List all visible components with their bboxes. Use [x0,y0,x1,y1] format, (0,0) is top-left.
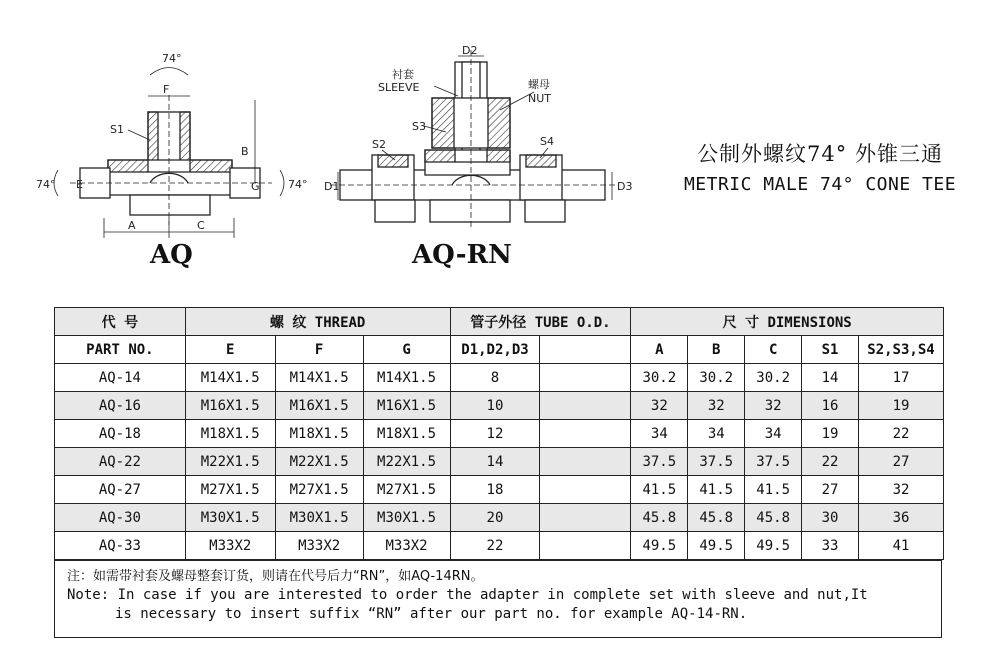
note-en-1: Note: In case if you are interested to order the adapter in complete set with sleeve and nut,It [67,587,868,603]
header-dims: 尺 寸 DIMENSIONS [631,308,944,336]
table-cell: M33X2 [275,532,363,560]
table-body [55,364,944,560]
aq-angle-left: 74° [36,178,56,191]
table-cell [540,420,631,448]
table-cell: 10 [450,392,540,420]
table-cell [540,476,631,504]
table-cell: M22X1.5 [363,448,450,476]
table-cell: 32 [858,476,943,504]
table-cell: 18 [450,476,540,504]
table-cell [540,504,631,532]
aq-label-b: B [241,145,249,158]
table-cell: 45.8 [745,504,802,532]
table-cell: 19 [802,420,859,448]
note-en-2: is necessary to insert suffix “RN” after our part no. for example AQ-14-RN. [115,606,748,622]
table-cell: 22 [450,532,540,560]
note-cn: 注：如需带衬套及螺母整套订货，则请在代号后力“RN”，如AQ-14RN。 [67,569,484,584]
aq-rn-sleeve-en: SLEEVE [378,81,420,94]
spec-table [54,307,944,560]
table-cell: 49.5 [745,532,802,560]
table-cell: M22X1.5 [185,448,275,476]
aq-label-a: A [128,219,136,232]
table-cell: M18X1.5 [363,420,450,448]
table-cell: 17 [858,364,943,392]
table-cell: AQ-16 [55,392,186,420]
note-box [54,560,942,638]
col-header: S1 [802,336,859,364]
table-cell: 41.5 [688,476,745,504]
header-tube: 管子外径 TUBE O.D. [450,308,631,336]
aq-rn-label-d2: D2 [462,44,478,57]
table-cell: 45.8 [688,504,745,532]
table-cell: 45.8 [631,504,688,532]
table-cell: 30 [802,504,859,532]
aq-rn-nut-en: NUT [528,92,551,105]
aq-label-c: C [197,219,205,232]
table-cell: M18X1.5 [275,420,363,448]
col-header: E [185,336,275,364]
table-cell: M16X1.5 [275,392,363,420]
aq-rn-nut-cn: 螺母 [528,78,550,91]
table-row [55,476,944,504]
table-cell: 27 [802,476,859,504]
table-cell: 33 [802,532,859,560]
table-cell: 34 [688,420,745,448]
aq-angle-right: 74° [288,178,308,191]
col-header [540,336,631,364]
table-row [55,504,944,532]
table-cell: M27X1.5 [275,476,363,504]
table-cell: AQ-22 [55,448,186,476]
table-cell: M30X1.5 [185,504,275,532]
table-cell: 37.5 [745,448,802,476]
aq-rn-caption: AQ-RN [412,240,512,270]
table-cell: AQ-14 [55,364,186,392]
table-cell: 22 [802,448,859,476]
table-cell: AQ-27 [55,476,186,504]
title-block [665,138,975,195]
table-cell: 41.5 [745,476,802,504]
table-cell: 49.5 [688,532,745,560]
aq-label-e: E [76,178,83,191]
table-row [55,364,944,392]
table-cell: AQ-30 [55,504,186,532]
table-cell: M18X1.5 [185,420,275,448]
header-code: 代 号 [55,308,186,336]
table-cell [540,364,631,392]
table-cell: 37.5 [688,448,745,476]
aq-label-s1: S1 [110,123,124,136]
table-cell: 27 [858,448,943,476]
aq-caption: AQ [150,240,193,270]
table-cell: 49.5 [631,532,688,560]
table-cell: M30X1.5 [363,504,450,532]
table-cell: 41.5 [631,476,688,504]
table-cell: 19 [858,392,943,420]
table-cell: 30.2 [631,364,688,392]
table-cell [540,448,631,476]
table-cell [540,532,631,560]
aq-rn-label-s4: S4 [540,135,554,148]
table-cell: 37.5 [631,448,688,476]
table-cell: 30.2 [688,364,745,392]
table-cell: 34 [631,420,688,448]
col-header: B [688,336,745,364]
title-cn: 公制外螺纹74° 外锥三通 [697,142,943,166]
table-cell: 16 [802,392,859,420]
table-cell: 8 [450,364,540,392]
aq-rn-label-s3: S3 [412,120,426,133]
aq-label-f: F [163,83,170,96]
table-cell: 34 [745,420,802,448]
table-header-row-2 [55,336,944,364]
header-thread: 螺 纹 THREAD [185,308,450,336]
col-header: C [745,336,802,364]
col-header: A [631,336,688,364]
table-cell: 12 [450,420,540,448]
table-row [55,420,944,448]
table-cell: 20 [450,504,540,532]
col-header: S2,S3,S4 [858,336,943,364]
table-cell: 32 [631,392,688,420]
col-header: G [363,336,450,364]
table-cell: M22X1.5 [275,448,363,476]
table-cell: AQ-18 [55,420,186,448]
table-cell: M27X1.5 [185,476,275,504]
table-cell: 14 [450,448,540,476]
table-cell: 41 [858,532,943,560]
aq-angle-top: 74° [162,52,182,65]
table-cell [540,392,631,420]
table-cell: M33X2 [363,532,450,560]
table-cell: M14X1.5 [363,364,450,392]
table-cell: 22 [858,420,943,448]
table-row [55,448,944,476]
table-cell: M16X1.5 [185,392,275,420]
col-header: D1,D2,D3 [450,336,540,364]
col-header: PART NO. [55,336,186,364]
table-cell: M27X1.5 [363,476,450,504]
table-row [55,532,944,560]
table-cell: M14X1.5 [275,364,363,392]
table-cell: 36 [858,504,943,532]
table-cell: M14X1.5 [185,364,275,392]
table-cell: AQ-33 [55,532,186,560]
aq-rn-label-s2: S2 [372,138,386,151]
table-row [55,392,944,420]
col-header: F [275,336,363,364]
table-cell: M33X2 [185,532,275,560]
table-cell: 30.2 [745,364,802,392]
aq-rn-sleeve-cn: 衬套 [392,68,414,81]
aq-rn-label-d3: D3 [617,180,633,193]
aq-label-g: G [251,180,260,193]
table-cell: 32 [688,392,745,420]
table-cell: 14 [802,364,859,392]
title-en: METRIC MALE 74° CONE TEE [683,174,957,195]
aq-rn-label-d1: D1 [324,180,340,193]
table-cell: M30X1.5 [275,504,363,532]
table-cell: 32 [745,392,802,420]
table-header-row-1 [55,308,944,336]
table-cell: M16X1.5 [363,392,450,420]
